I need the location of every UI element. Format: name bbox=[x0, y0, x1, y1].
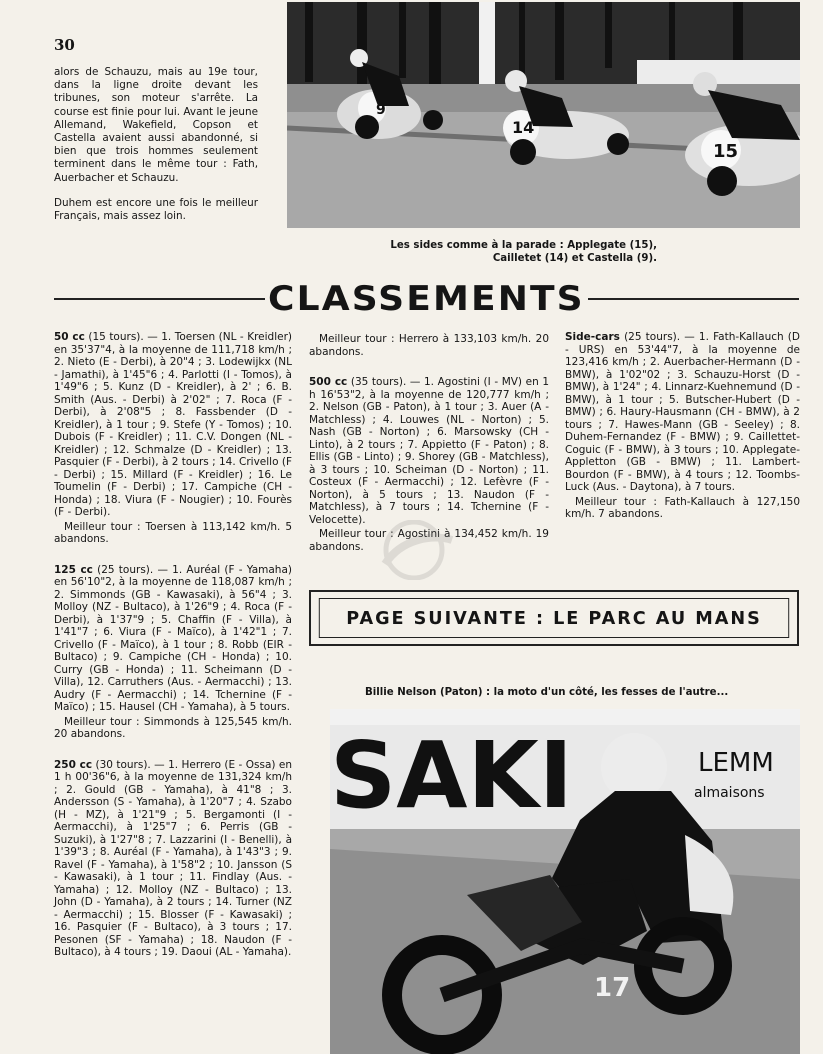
intro-text bbox=[54, 66, 258, 235]
category-label: 250 cc bbox=[54, 758, 93, 771]
bike-number: 17 bbox=[594, 973, 631, 1003]
category-label: 500 cc bbox=[309, 376, 348, 388]
section-title: CLASSEMENTS bbox=[268, 279, 585, 319]
result-block bbox=[54, 564, 292, 741]
result-block bbox=[565, 331, 800, 521]
banner-side-text: LEMM bbox=[698, 748, 774, 778]
category-label: 125 cc bbox=[54, 563, 93, 576]
sidecar-number: 9 bbox=[376, 102, 386, 118]
heading-rule-left bbox=[54, 298, 265, 300]
caption-line: Les sides comme à la parade : Applegate (15), bbox=[390, 240, 657, 251]
result-block bbox=[54, 759, 292, 959]
result-text bbox=[309, 376, 549, 526]
result-details: (25 tours). — 1. Fath-Kallauch (D - URS) en 53'44"7, à la moyenne de 123,416 km/h ; 2. Auerbacher-Hermann (D - BMW), à 1'02"02 ; 3. Schauzu-Horst (D - BMW), à 1'24" ; 4. Linnarz-Kuehnemund (D - BMW), à 1 tour ; 5. Butscher-Hubert (D - BMW) ; 6. Haury-Hausmann (CH - BMW), à 2 tours ; 7. Hawes-Mann (GB - Seeley) ; 8. Duhem-Fernandez (F - BMW) ; 9. Caillettet-Coguic (F - BMW), à 3 tours ; 10. Applegate-Appletton (GB - BMW) ; 11. Lambert-Bourdon (F - BMW), à 4 tours ; 12. Toombs-Luck (Aus. - Daytona), à 7 tours. bbox=[565, 331, 800, 493]
best-lap-text: Meilleur tour : Agostini à 134,452 km/h. 19 abandons. bbox=[309, 528, 549, 553]
intro-paragraph: Duhem est encore une fois le meilleur Français, mais assez loin. bbox=[54, 196, 258, 223]
best-lap-text: Meilleur tour : Herrero à 133,103 km/h. 20 abandons. bbox=[309, 333, 549, 358]
result-text bbox=[54, 564, 292, 714]
result-details: (35 tours). — 1. Agostini (I - MV) en 1 h 16'53"2, à la moyenne de 120,777 km/h ; 2. Nelson (GB - Paton), à 1 tour ; 3. Auer (A - Matchless) ; 4. Louwes (NL - Norton) ; 5. Nash (GB - Norton) ; 6. Marsowsky (CH - Linto), à 2 tours ; 7. Appietto (F - Paton) ; 8. Ellis (GB - Linto) ; 9. Shorey (GB - Matchless), à 3 tours ; 10. Scheiman (D - Norton) ; 11. Costeux (F - Aermacchi) ; 12. Lefèvre (F - Norton), à 5 tours ; 13. Naudon (F - Matchless), à 7 tours ; 14. Tchernine (F - Velocette). bbox=[309, 376, 550, 526]
result-text bbox=[565, 331, 800, 494]
banner-side-small: almaisons bbox=[694, 785, 765, 801]
classements-heading bbox=[54, 279, 799, 319]
result-text bbox=[54, 759, 292, 959]
results-column-one bbox=[54, 331, 292, 977]
sidecar-number: 15 bbox=[713, 141, 739, 162]
best-lap-text: Meilleur tour : Simmonds à 125,545 km/h. 20 abandons. bbox=[54, 715, 292, 740]
sidecar-number: 14 bbox=[512, 118, 535, 137]
result-details: (30 tours). — 1. Herrero (E - Ossa) en 1 h 00'36"6, à la moyenne de 131,324 km/h ; 2. Gould (GB - Yamaha), à 41"8 ; 3. Andersson (S - Yamaha), à 1'20"7 ; 4. Szabo (H - MZ), à 1'21"9 ; 5. Bergamonti (I - Aermacchi), à 1'25"7 ; 6. Perris (GB - Suzuki), à 1'27"8 ; 7. Lazzarini (I - Benelli), à 1'39"3 ; 8. Auréal (F - Yamaha), à 1'43"3 ; 9. Ravel (F - Yamaha), à 1'58"2 ; 10. Jansson (S - Kawasaki), à 1 tour ; 11. Findlay (Aus. - Yamaha) ; 12. Molloy (NZ - Bultaco) ; 13. John (D - Yamaha), à 2 tours ; 14. Turner (NZ - Aermacchi) ; 15. Blosser (F - Kawasaki) ; 16. Pasquier (F - Bultaco), à 3 tours ; 17. Pesonen (SF - Yamaha) ; 18. Naudon (F - Bultaco), à 4 tours ; 19. Daoui (AL - Yamaha). bbox=[54, 758, 292, 958]
category-label: Side-cars bbox=[565, 331, 620, 343]
next-page-text: PAGE SUIVANTE : LE PARC AU MANS bbox=[319, 598, 789, 638]
sidecar-race-photo bbox=[287, 2, 800, 228]
result-block bbox=[309, 333, 549, 358]
top-photo-caption bbox=[327, 239, 657, 265]
bottom-photo-caption: Billie Nelson (Paton) : la moto d'un côté, les fesses de l'autre... bbox=[365, 687, 729, 698]
intro-paragraph: alors de Schauzu, mais au 19e tour, dans la ligne droite devant les tribunes, son moteur s'arrête. La course est finie pour lui. Avant le jeune Allemand, Wakefield, Copson et Castella avaient aussi abandonné, si bien que trois hommes seulement terminent dans le même tour : Fath, Auerbacher et Schauzu. bbox=[54, 66, 258, 184]
banner-text: SAKI bbox=[330, 722, 573, 829]
best-lap-text: Meilleur tour : Fath-Kallauch à 127,150 km/h. 7 abandons. bbox=[565, 495, 800, 520]
category-label: 50 cc bbox=[54, 331, 85, 343]
result-details: (15 tours). — 1. Toersen (NL - Kreidler) en 35'37"4, à la moyenne de 111,718 km/h ; 2. Nieto (E - Derbi), à 20"4 ; 3. Lodewijkx (NL - Jamathi), à 1'45"6 ; 4. Parlotti (I - Tomos), à 1'49"6 ; 5. Kunz (D - Kreidler), à 2' ; 6. B. Smith (Aus. - Derbi) à 2'02" ; 7. Roca (F - Derbi), à 2'08"5 ; 8. Fassbender (D - Kreidler), à 1 tour ; 9. Stefe (Y - Tomos) ; 10. Dubois (F - Kreidler) ; 11. C.V. Dongen (NL - Kreidler) ; 12. Schmalze (D - Kreidler) ; 13. Pasquier (F - Derbi), à 2 tours ; 14. Crivello (F - Derbi) ; 15. Millard (F - Kreidler) ; 16. Le Toumelin (F - Derbi) ; 17. Campiche (CH - Honda) ; 18. Viura (F - Nougier) ; 10. Fourès (F - Derbi). bbox=[54, 331, 293, 518]
heading-rule-right bbox=[588, 298, 799, 300]
motorcycle-photo bbox=[330, 709, 800, 1054]
result-details: (25 tours). — 1. Auréal (F - Yamaha) en 56'10"2, à la moyenne de 118,087 km/h ; 2. Simmonds (GB - Kawasaki), à 56"4 ; 3. Molloy (NZ - Bultaco), à 1'26"9 ; 4. Roca (F - Derbi), à 1'37"9 ; 5. Chaffin (F - Villa), à 1'41"7 ; 6. Viura (F - Maïco), à 1'42"1 ; 7. Crivello (F - Maïco), à 1 tour ; 8. Robb (EIR - Bultaco) ; 9. Campiche (CH - Honda) ; 10. Curry (GB - Honda) ; 11. Scheimann (D - Villa), 12. Carruthers (Aus. - Aermacchi) ; 13. Audry (F - Aermacchi) ; 14. Tchernine (F - Maïco) ; 15. Hausel (CH - Yamaha), à 5 tours. bbox=[54, 563, 292, 713]
results-column-three bbox=[565, 331, 800, 539]
page-number: 30 bbox=[54, 36, 75, 54]
best-lap-text: Meilleur tour : Toersen à 113,142 km/h. 5 abandons. bbox=[54, 520, 292, 545]
result-block bbox=[54, 331, 292, 546]
next-page-box bbox=[309, 590, 799, 646]
watermark-logo bbox=[360, 520, 470, 580]
result-text bbox=[54, 331, 292, 519]
caption-line: Cailletet (14) et Castella (9). bbox=[492, 253, 657, 264]
